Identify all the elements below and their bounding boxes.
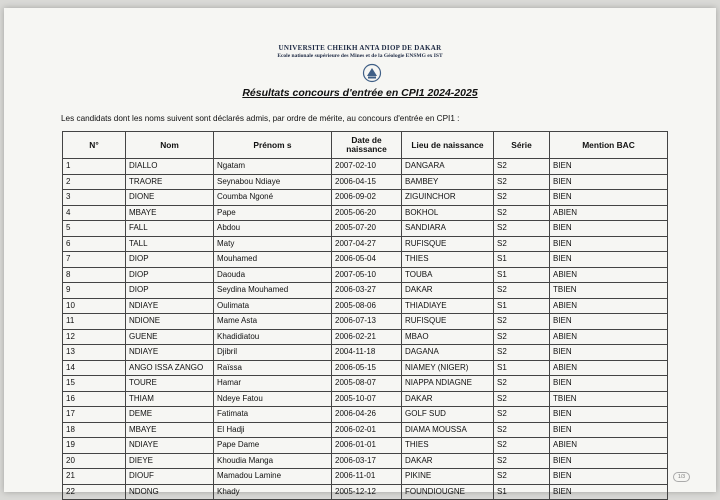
cell-date: 2006-09-02: [332, 190, 402, 206]
cell-n: 20: [63, 453, 126, 469]
school-name: Ecole nationale supérieure des Mines et de la Géologie ENSMG ex IST: [277, 53, 443, 59]
cell-lieu: BOKHOL: [402, 205, 494, 221]
cell-lieu: DAKAR: [402, 283, 494, 299]
university-logo-icon: [362, 63, 382, 83]
table-body: [63, 159, 668, 500]
cell-prenom: Khady: [214, 484, 332, 500]
table-row: [63, 205, 668, 221]
cell-lieu: THIES: [402, 252, 494, 268]
cell-serie: S2: [494, 236, 550, 252]
cell-mention: BIEN: [550, 484, 668, 500]
cell-prenom: Mamadou Lamine: [214, 469, 332, 485]
cell-date: 2006-02-21: [332, 329, 402, 345]
table-row: [63, 283, 668, 299]
cell-mention: BIEN: [550, 345, 668, 361]
cell-mention: ABIEN: [550, 360, 668, 376]
column-header-date: Date de naissance: [332, 132, 402, 159]
cell-lieu: ZIGUINCHOR: [402, 190, 494, 206]
column-header-prenom: Prénom s: [214, 132, 332, 159]
table-row: [63, 314, 668, 330]
cell-n: 8: [63, 267, 126, 283]
cell-n: 10: [63, 298, 126, 314]
document-header: [4, 44, 716, 59]
cell-serie: S2: [494, 329, 550, 345]
cell-date: 2006-04-26: [332, 407, 402, 423]
cell-mention: ABIEN: [550, 205, 668, 221]
cell-n: 16: [63, 391, 126, 407]
cell-prenom: Oulimata: [214, 298, 332, 314]
page-indicator: 1/3: [673, 472, 690, 482]
cell-n: 1: [63, 159, 126, 175]
cell-n: 21: [63, 469, 126, 485]
cell-date: 2007-04-27: [332, 236, 402, 252]
table-row: [63, 252, 668, 268]
cell-nom: NDIONE: [126, 314, 214, 330]
table-row: [63, 221, 668, 237]
cell-serie: S2: [494, 469, 550, 485]
cell-nom: DIALLO: [126, 159, 214, 175]
table-row: [63, 159, 668, 175]
cell-date: 2006-05-15: [332, 360, 402, 376]
cell-lieu: THIES: [402, 438, 494, 454]
cell-n: 6: [63, 236, 126, 252]
cell-n: 2: [63, 174, 126, 190]
cell-nom: NDIAYE: [126, 298, 214, 314]
cell-nom: NDIAYE: [126, 438, 214, 454]
cell-nom: DIEYE: [126, 453, 214, 469]
cell-prenom: Seydina Mouhamed: [214, 283, 332, 299]
cell-lieu: FOUNDIOUGNE: [402, 484, 494, 500]
cell-date: 2006-03-27: [332, 283, 402, 299]
cell-lieu: DAGANA: [402, 345, 494, 361]
cell-n: 17: [63, 407, 126, 423]
cell-date: 2005-12-12: [332, 484, 402, 500]
cell-mention: BIEN: [550, 422, 668, 438]
document-title: Résultats concours d'entrée en CPI1 2024-2025: [242, 87, 478, 99]
cell-nom: DIONE: [126, 190, 214, 206]
cell-mention: BIEN: [550, 190, 668, 206]
cell-mention: TBIEN: [550, 283, 668, 299]
cell-n: 4: [63, 205, 126, 221]
cell-n: 11: [63, 314, 126, 330]
cell-serie: S2: [494, 453, 550, 469]
cell-nom: DEME: [126, 407, 214, 423]
cell-n: 5: [63, 221, 126, 237]
cell-mention: BIEN: [550, 376, 668, 392]
cell-nom: GUENE: [126, 329, 214, 345]
table-row: [63, 376, 668, 392]
cell-mention: BIEN: [550, 236, 668, 252]
cell-serie: S2: [494, 190, 550, 206]
table-row: [63, 453, 668, 469]
cell-prenom: Mouhamed: [214, 252, 332, 268]
cell-date: 2006-01-01: [332, 438, 402, 454]
cell-n: 12: [63, 329, 126, 345]
cell-serie: S2: [494, 438, 550, 454]
cell-nom: FALL: [126, 221, 214, 237]
table-row: [63, 438, 668, 454]
table-row: [63, 360, 668, 376]
cell-date: 2005-07-20: [332, 221, 402, 237]
cell-serie: S2: [494, 407, 550, 423]
table-row: [63, 236, 668, 252]
table-row: [63, 174, 668, 190]
cell-nom: THIAM: [126, 391, 214, 407]
cell-mention: BIEN: [550, 174, 668, 190]
document-page: [4, 8, 716, 496]
cell-prenom: Seynabou Ndiaye: [214, 174, 332, 190]
cell-nom: MBAYE: [126, 205, 214, 221]
cell-date: 2006-02-01: [332, 422, 402, 438]
cell-mention: ABIEN: [550, 438, 668, 454]
cell-prenom: Ndeye Fatou: [214, 391, 332, 407]
cell-lieu: DANGARA: [402, 159, 494, 175]
cell-nom: DIOP: [126, 283, 214, 299]
table-row: [63, 422, 668, 438]
cell-lieu: DAKAR: [402, 391, 494, 407]
cell-mention: ABIEN: [550, 267, 668, 283]
cell-n: 19: [63, 438, 126, 454]
cell-date: 2006-05-04: [332, 252, 402, 268]
cell-lieu: NIAMEY (NIGER): [402, 360, 494, 376]
cell-mention: BIEN: [550, 252, 668, 268]
column-header-nom: Nom: [126, 132, 214, 159]
cell-lieu: BAMBEY: [402, 174, 494, 190]
column-header-serie: Série: [494, 132, 550, 159]
cell-mention: ABIEN: [550, 329, 668, 345]
cell-n: 14: [63, 360, 126, 376]
cell-serie: S2: [494, 422, 550, 438]
results-table: [62, 131, 668, 500]
cell-prenom: Abdou: [214, 221, 332, 237]
cell-mention: ABIEN: [550, 298, 668, 314]
cell-lieu: MBAO: [402, 329, 494, 345]
cell-lieu: RUFISQUE: [402, 314, 494, 330]
cell-date: 2005-06-20: [332, 205, 402, 221]
cell-serie: S2: [494, 205, 550, 221]
cell-prenom: Khadidiatou: [214, 329, 332, 345]
cell-n: 3: [63, 190, 126, 206]
cell-lieu: RUFISQUE: [402, 236, 494, 252]
cell-n: 15: [63, 376, 126, 392]
cell-nom: ANGO ISSA ZANGO: [126, 360, 214, 376]
cell-lieu: THIADIAYE: [402, 298, 494, 314]
table-row: [63, 190, 668, 206]
column-header-lieu: Lieu de naissance: [402, 132, 494, 159]
table-row: [63, 345, 668, 361]
cell-prenom: Maty: [214, 236, 332, 252]
cell-prenom: Khoudia Manga: [214, 453, 332, 469]
cell-lieu: TOUBA: [402, 267, 494, 283]
cell-prenom: Daouda: [214, 267, 332, 283]
cell-date: 2007-02-10: [332, 159, 402, 175]
table-row: [63, 484, 668, 500]
cell-prenom: Ngatam: [214, 159, 332, 175]
cell-date: 2006-04-15: [332, 174, 402, 190]
cell-serie: S2: [494, 283, 550, 299]
table-row: [63, 329, 668, 345]
cell-lieu: GOLF SUD: [402, 407, 494, 423]
cell-lieu: PIKINE: [402, 469, 494, 485]
cell-serie: S2: [494, 314, 550, 330]
cell-serie: S2: [494, 221, 550, 237]
cell-prenom: Mame Asta: [214, 314, 332, 330]
university-name: UNIVERSITE CHEIKH ANTA DIOP DE DAKAR: [278, 44, 442, 52]
cell-serie: S1: [494, 360, 550, 376]
table-row: [63, 407, 668, 423]
cell-date: 2005-08-07: [332, 376, 402, 392]
cell-nom: TOURE: [126, 376, 214, 392]
cell-mention: BIEN: [550, 221, 668, 237]
cell-prenom: Hamar: [214, 376, 332, 392]
cell-prenom: Coumba Ngoné: [214, 190, 332, 206]
cell-prenom: Pape Dame: [214, 438, 332, 454]
intro-text: Les candidats dont les noms suivent sont déclarés admis, par ordre de mérite, au concours d'entrée en CPI1 :: [61, 114, 460, 123]
cell-prenom: Raïssa: [214, 360, 332, 376]
cell-nom: MBAYE: [126, 422, 214, 438]
cell-serie: S2: [494, 345, 550, 361]
cell-lieu: DAKAR: [402, 453, 494, 469]
cell-n: 22: [63, 484, 126, 500]
cell-nom: DIOP: [126, 252, 214, 268]
cell-serie: S1: [494, 267, 550, 283]
cell-serie: S1: [494, 252, 550, 268]
cell-serie: S1: [494, 298, 550, 314]
cell-nom: NDIAYE: [126, 345, 214, 361]
cell-date: 2004-11-18: [332, 345, 402, 361]
table-header-row: [63, 132, 668, 159]
cell-date: 2006-03-17: [332, 453, 402, 469]
table-row: [63, 469, 668, 485]
cell-prenom: Pape: [214, 205, 332, 221]
cell-serie: S2: [494, 174, 550, 190]
cell-mention: TBIEN: [550, 391, 668, 407]
cell-mention: BIEN: [550, 159, 668, 175]
cell-nom: DIOUF: [126, 469, 214, 485]
cell-prenom: Djibril: [214, 345, 332, 361]
table-row: [63, 267, 668, 283]
cell-mention: BIEN: [550, 469, 668, 485]
cell-n: 13: [63, 345, 126, 361]
cell-date: 2007-05-10: [332, 267, 402, 283]
cell-serie: S2: [494, 159, 550, 175]
cell-mention: BIEN: [550, 453, 668, 469]
cell-serie: S1: [494, 484, 550, 500]
cell-nom: DIOP: [126, 267, 214, 283]
cell-mention: BIEN: [550, 314, 668, 330]
cell-n: 9: [63, 283, 126, 299]
cell-date: 2005-10-07: [332, 391, 402, 407]
cell-nom: NDONG: [126, 484, 214, 500]
cell-n: 18: [63, 422, 126, 438]
column-header-number: N°: [63, 132, 126, 159]
column-header-mention: Mention BAC: [550, 132, 668, 159]
cell-lieu: NIAPPA NDIAGNE: [402, 376, 494, 392]
table-row: [63, 298, 668, 314]
cell-mention: BIEN: [550, 407, 668, 423]
cell-nom: TRAORE: [126, 174, 214, 190]
table-row: [63, 391, 668, 407]
cell-n: 7: [63, 252, 126, 268]
cell-date: 2006-11-01: [332, 469, 402, 485]
cell-date: 2006-07-13: [332, 314, 402, 330]
cell-prenom: El Hadji: [214, 422, 332, 438]
cell-serie: S2: [494, 376, 550, 392]
cell-lieu: SANDIARA: [402, 221, 494, 237]
cell-lieu: DIAMA MOUSSA: [402, 422, 494, 438]
cell-date: 2005-08-06: [332, 298, 402, 314]
cell-prenom: Fatimata: [214, 407, 332, 423]
cell-nom: TALL: [126, 236, 214, 252]
cell-serie: S2: [494, 391, 550, 407]
